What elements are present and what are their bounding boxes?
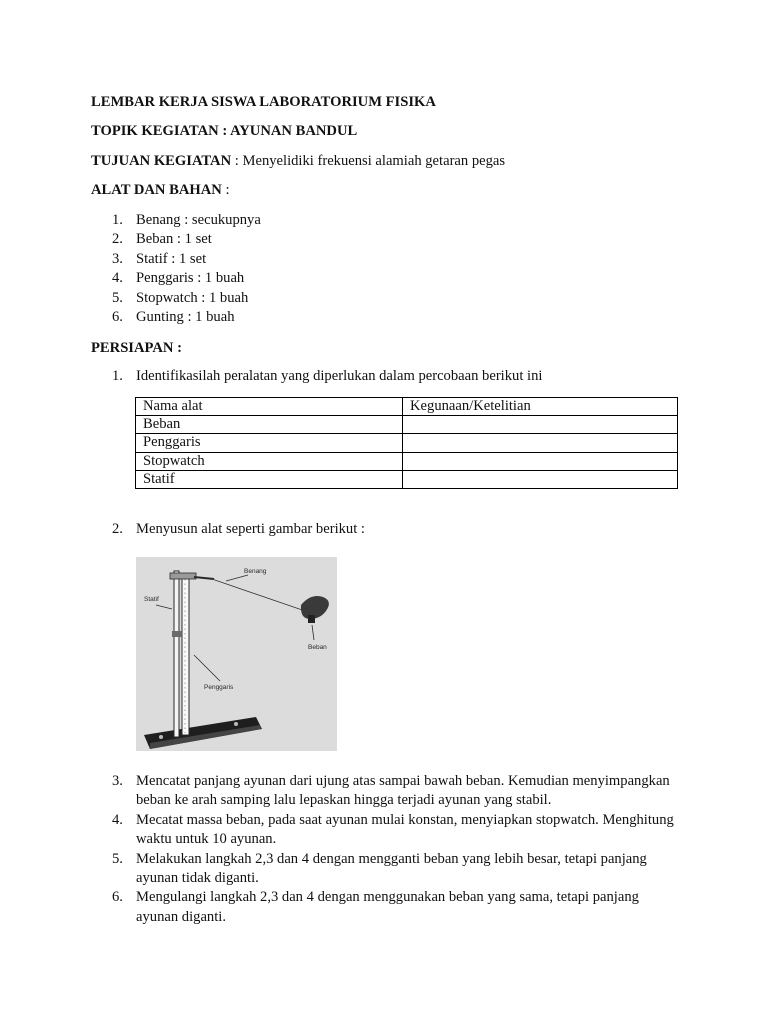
list-number: 5. — [112, 850, 123, 867]
list-item — [91, 230, 676, 249]
table-header-cell: Nama alat — [136, 398, 403, 416]
preparation-step-2 — [91, 520, 676, 539]
statif-rod — [174, 571, 179, 737]
materials-label: ALAT DAN BAHAN — [91, 182, 222, 198]
pendulum-setup-figure — [136, 557, 337, 751]
list-text: Melakukan langkah 2,3 dan 4 dengan mengganti beban yang lebih besar, tetapi panjang ayunan tidak diganti. — [136, 850, 647, 887]
list-number: 4. — [112, 270, 123, 287]
list-item — [91, 772, 676, 811]
clamp — [170, 573, 196, 579]
ruler — [182, 577, 189, 735]
table-cell[interactable] — [403, 434, 678, 452]
table-row — [136, 470, 678, 488]
base-bolt — [159, 735, 163, 739]
table-cell[interactable] — [403, 452, 678, 470]
label-statif: Statif — [144, 596, 159, 603]
list-number: 3. — [112, 773, 123, 789]
clamp-lower — [172, 631, 182, 637]
list-item — [91, 308, 676, 327]
table-header-row — [136, 398, 678, 416]
list-number: 1. — [112, 212, 123, 228]
table-cell[interactable] — [403, 416, 678, 434]
list-number: 6. — [112, 309, 123, 326]
preparation-heading: PERSIAPAN : — [91, 340, 182, 356]
table-row — [136, 416, 678, 434]
table-row — [136, 434, 678, 452]
table-row — [136, 452, 678, 470]
list-number: 3. — [112, 250, 123, 267]
goal-line — [91, 152, 505, 171]
list-item — [91, 811, 676, 850]
list-item — [91, 250, 676, 269]
list-text: Gunting : 1 buah — [136, 309, 235, 326]
list-item — [91, 289, 676, 308]
list-text: Benang : secukupnya — [136, 212, 261, 228]
list-text: Stopwatch : 1 buah — [136, 289, 249, 306]
weight — [308, 615, 315, 623]
thread — [212, 579, 311, 613]
pendulum-illustration — [136, 557, 337, 751]
procedure-steps — [91, 772, 676, 927]
table-cell: Statif — [136, 470, 403, 488]
list-text: Mengulangi langkah 2,3 dan 4 dengan menggunakan beban yang sama, tetapi panjang ayunan diganti. — [136, 889, 639, 925]
list-item — [91, 888, 676, 927]
list-text: Mecatat massa beban, pada saat ayunan mulai konstan, menyiapkan stopwatch. Menghitung waktu untuk 10 ayunan. — [136, 811, 674, 848]
list-number: 1. — [112, 368, 123, 384]
list-number: 2. — [112, 231, 123, 248]
list-text: Mencatat panjang ayunan dari ujung atas sampai bawah beban. Kemudian menyimpangkan beban ke arah samping lalu lepaskan hingga terjadi ayunan yang stabil. — [136, 773, 670, 809]
list-number: 2. — [112, 521, 123, 537]
list-text: Beban : 1 set — [136, 231, 212, 248]
table-cell[interactable] — [403, 470, 678, 488]
materials-suffix: : — [221, 182, 230, 198]
label-benang: Benang — [244, 568, 267, 575]
goal-label: TUJUAN KEGIATAN — [91, 153, 232, 169]
list-text: Identifikasilah peralatan yang diperlukan dalam percobaan berikut ini — [136, 368, 543, 384]
list-text: Statif : 1 set — [136, 250, 207, 267]
list-text: Menyusun alat seperti gambar berikut : — [136, 521, 365, 537]
list-number: 5. — [112, 289, 123, 306]
list-item — [91, 850, 676, 889]
preparation-step-1 — [91, 367, 676, 386]
label-penggaris: Penggaris — [204, 684, 234, 691]
arrow-statif — [156, 605, 172, 609]
list-text: Penggaris : 1 buah — [136, 270, 245, 287]
materials-heading — [91, 181, 230, 200]
topic-line: TOPIK KEGIATAN : AYUNAN BANDUL — [91, 123, 358, 139]
label-beban: Beban — [308, 644, 327, 651]
arrow-penggaris — [194, 655, 220, 681]
statif-arm — [194, 577, 214, 579]
list-item — [91, 520, 676, 539]
tools-table — [135, 397, 678, 489]
base-bolt — [234, 722, 238, 726]
arrow-benang — [226, 575, 248, 581]
goal-text: : Menyelidiki frekuensi alamiah getaran pegas — [231, 153, 506, 169]
list-number: 6. — [112, 889, 123, 906]
table-cell: Stopwatch — [136, 452, 403, 470]
worksheet-title: LEMBAR KERJA SISWA LABORATORIUM FISIKA — [91, 94, 436, 110]
arrow-beban — [312, 625, 314, 640]
table-header-cell: Kegunaan/Ketelitian — [403, 398, 678, 416]
materials-list — [91, 211, 676, 327]
list-item — [91, 269, 676, 288]
list-number: 4. — [112, 811, 123, 828]
list-item — [91, 211, 676, 230]
table-cell: Penggaris — [136, 434, 403, 452]
list-item — [91, 367, 676, 386]
table-cell: Beban — [136, 416, 403, 434]
